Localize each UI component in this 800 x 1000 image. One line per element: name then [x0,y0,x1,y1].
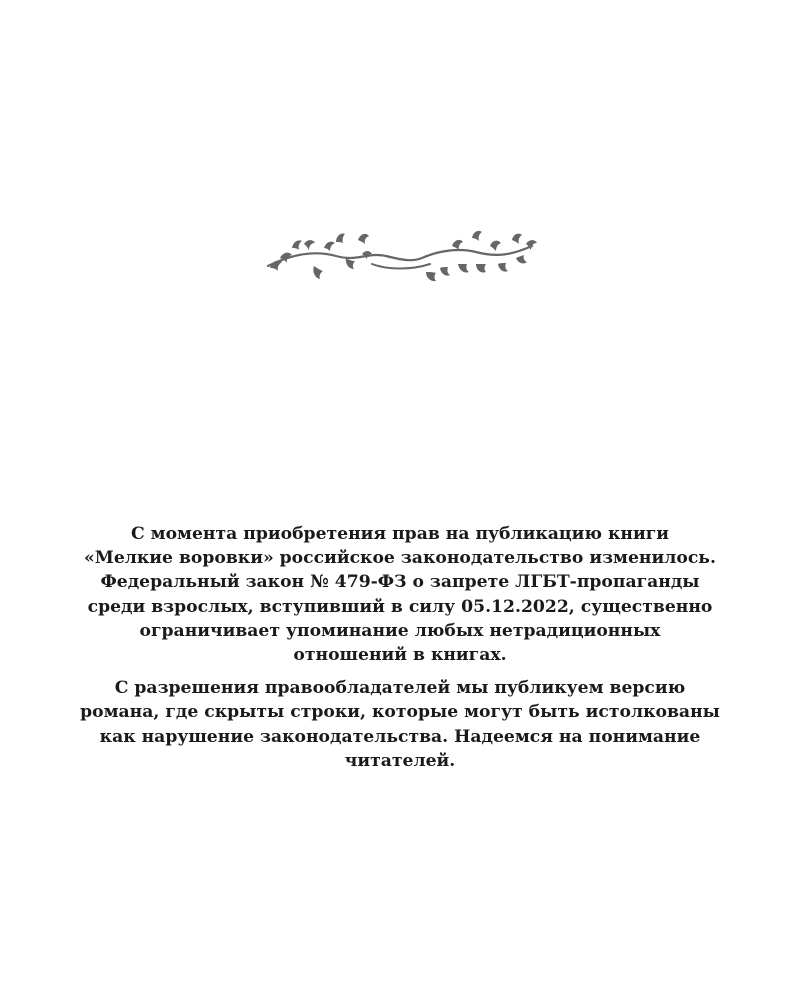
notice-line: С момента приобретения прав на публикацию книги [131,524,669,544]
legal-notice [70,522,730,773]
notice-line: читателей. [344,750,456,771]
notice-line: «Мелкие воровки» российское законодательство изменилось. [84,548,716,569]
notice-line: С разрешения правообладателей мы публикуем версию [114,678,686,699]
notice-line: Федеральный закон № 479-ФЗ о запрете ЛГБТ-пропаганды [100,572,700,593]
notice-line: как нарушение законодательства. Надеемся на понимание [99,726,701,747]
notice-line: романа, где скрыты строки, которые могут быть истолкованы [80,702,720,723]
notice-line: отношений в книгах. [293,645,507,666]
floral-vine-divider-icon [262,228,538,284]
notice-paragraph-1 [70,522,730,667]
notice-paragraph-2 [70,676,730,773]
notice-line: среди взрослых, вступивший в силу 05.12.2022, существенно [87,596,713,617]
notice-line: ограничивает упоминание любых нетрадиционных [139,620,661,641]
